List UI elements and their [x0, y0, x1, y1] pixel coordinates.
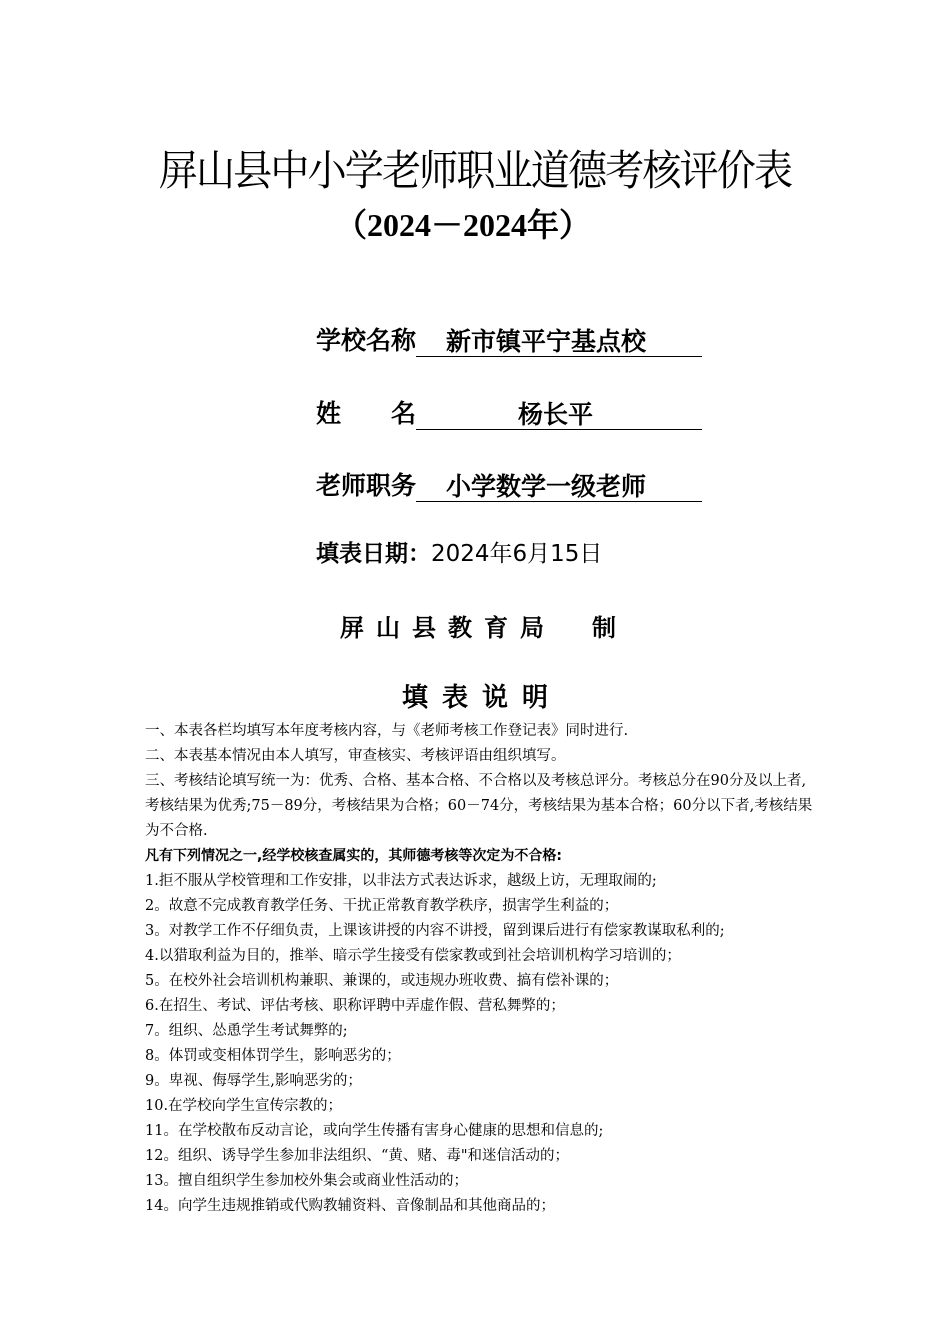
school-field [316, 317, 702, 357]
job-value: 小学数学一级老师 [416, 472, 702, 502]
rule-item: 8。体罚或变相体罚学生，影响恶劣的； [145, 1048, 401, 1064]
notes-title: 填表说明 [401, 683, 562, 713]
document-title: 屏山县中小学老师职业道德考核评价表 [158, 146, 792, 195]
rule-item: 4.以猎取利益为目的，推举、暗示学生接受有偿家教或到社会培训机构学习培训的； [145, 948, 681, 964]
rule-item: 1.拒不服从学校管理和工作安排，以非法方式表达诉求，越级上访，无理取闹的; [145, 873, 657, 889]
name-value: 杨长平 [416, 400, 702, 430]
note-item: 二、本表基本情况由本人填写，审查核实、考核评语由组织填写。 [145, 748, 566, 764]
date-label: 填表日期： [316, 541, 431, 567]
job-label: 老师职务 [316, 471, 417, 500]
rule-item: 12。组织、诱导学生参加非法组织、“黄、赌、毒"和迷信活动的； [145, 1148, 570, 1164]
school-label: 学校名称 [316, 326, 417, 355]
notes-section [145, 719, 820, 1219]
rule-item: 2。故意不完成教育教学任务、干扰正常教育教学秩序，损害学生利益的； [145, 898, 619, 914]
rule-item: 3。对教学工作不仔细负责，上课该讲授的内容不讲授，留到课后进行有偿家教谋取私利的; [145, 923, 725, 939]
rule-item: 14。向学生违规推销或代购教辅资料、音像制品和其他商品的； [145, 1198, 555, 1214]
note-item: 三、考核结论填写统一为：优秀、合格、基本合格、不合格以及考核总评分。考核总分在90分及以上者,考核结果为优秀;75－89分，考核结果为合格；60－74分，考核结果为基本合格；60分以下者,考核结果为不合格. [145, 773, 813, 839]
issuer: 屏山县教育局 制 [340, 614, 628, 642]
fill-date [316, 535, 602, 568]
rule-item: 9。卑视、侮辱学生,影响恶劣的； [145, 1073, 362, 1089]
date-value: 2024年6月15日 [431, 541, 603, 567]
rule-heading: 凡有下列情况之一,经学校核查属实的，其师德考核等次定为不合格: [145, 848, 562, 864]
rule-item: 5。在校外社会培训机构兼职、兼课的，或违规办班收费、搞有偿补课的； [145, 973, 619, 989]
note-item: 一、本表各栏均填写本年度考核内容，与《老师考核工作登记表》同时进行. [145, 723, 629, 739]
rule-item: 6.在招生、考试、评估考核、职称评聘中弄虚作假、营私舞弊的； [145, 998, 565, 1014]
name-label: 姓 名 [316, 399, 417, 428]
rule-item: 11。在学校散布反动言论，或向学生传播有害身心健康的思想和信息的; [145, 1123, 604, 1139]
rule-item: 13。擅自组织学生参加校外集会或商业性活动的； [145, 1173, 468, 1189]
school-value: 新市镇平宁基点校 [416, 327, 702, 357]
document-subtitle: （2024－2024年） [335, 207, 592, 243]
rule-item: 7。组织、怂恿学生考试舞弊的; [145, 1023, 348, 1039]
name-field [316, 390, 702, 430]
rule-item: 10.在学校向学生宣传宗教的； [145, 1098, 343, 1114]
job-field [316, 462, 702, 502]
